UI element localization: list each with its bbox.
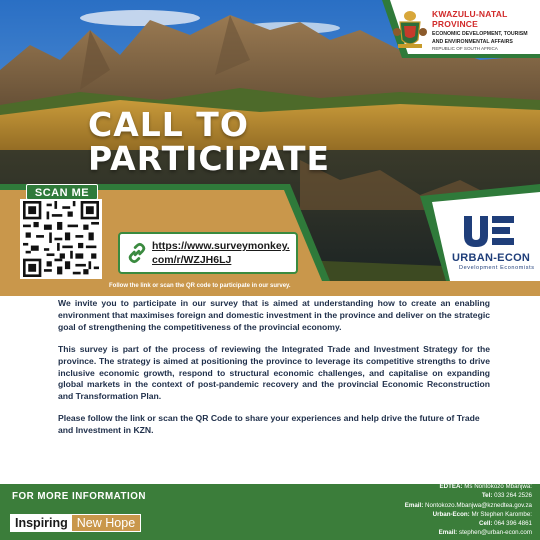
edtea-tel: Tel: 033 264 2526 (481, 492, 532, 500)
kzn-department-label (432, 9, 540, 51)
body-paragraph-2: This survey is part of the process of reviewing the Integrated Trade and Investment Strategy for the province. The strategy is aimed at positioning the province to leverage its competitive strengths to drive inclusive economic growth, respond to structural economic challenges, and capitalise on expanding global markets in the context of post-pandemic recovery and the provincial Economic Reconstruction and Transformation Plan. (58, 343, 490, 402)
headline-line-2: PARTICIPATE (88, 139, 331, 178)
urban-econ-email-link[interactable]: stephen@urban-econ.com (458, 529, 532, 537)
survey-link-box[interactable] (118, 232, 298, 274)
scan-me-label: SCAN ME (26, 184, 98, 200)
link-chain-icon (126, 242, 148, 264)
inspiring-new-hope-slogan (10, 514, 141, 532)
urban-econ-contact: Urban-Econ: Mr Stephen Karombe: (432, 510, 532, 518)
edtea-contact: EDTEA: Ms Nontokozo Mbanjwa: (439, 483, 532, 490)
invitation-body (58, 298, 490, 447)
department-line-1: ECONOMIC DEVELOPMENT, TOURISM (432, 31, 528, 37)
survey-url-line-2: com/r/WZJH6LJ (152, 254, 232, 266)
urban-econ-cell: Cell: 064 396 4861 (478, 520, 532, 528)
contact-details (405, 482, 532, 538)
qr-code-icon (22, 201, 100, 277)
urban-econ-email: Email: stephen@urban-econ.com (438, 529, 532, 537)
headline (88, 105, 331, 178)
department-line-2: AND ENVIRONMENTAL AFFAIRS (432, 39, 513, 45)
slogan-part-a: Inspiring (11, 515, 72, 531)
slogan-part-b: New Hope (72, 515, 140, 531)
follow-note: Follow the link or scan the QR code to participate in our survey. (109, 283, 291, 289)
survey-url-link[interactable] (152, 239, 290, 267)
province-title: KWAZULU-NATAL PROVINCE (432, 9, 508, 29)
country-label: REPUBLIC OF SOUTH AFRICA (432, 46, 498, 51)
edtea-email: Email: Nontokozo.Mbanjwa@kznedtea.gov.za (404, 501, 532, 509)
more-info-heading: FOR MORE INFORMATION (12, 491, 146, 502)
body-paragraph-1: We invite you to participate in our survey that is aimed at understanding how to create an enabling environment that maximises foreign and domestic investment in the province and deliver on the strategic goal of strengthening the competitiveness of the provincial economy. (58, 298, 490, 332)
kzn-coat-of-arms-icon (392, 8, 428, 50)
survey-qr-code[interactable] (20, 199, 102, 279)
urban-econ-logo-icon (462, 214, 516, 248)
urban-econ-tagline: Development Economists (459, 265, 535, 271)
urban-econ-name: URBAN-ECON (452, 252, 531, 264)
edtea-email-link[interactable]: Nontokozo.Mbanjwa@kznedtea.gov.za (425, 501, 532, 509)
body-paragraph-3: Please follow the link or scan the QR Code to share your experiences and help drive the future of Trade and Investment in KZN. (58, 413, 480, 436)
survey-url-line-1: https://www.surveymonkey. (152, 240, 290, 252)
headline-line-1: CALL TO (88, 105, 249, 144)
